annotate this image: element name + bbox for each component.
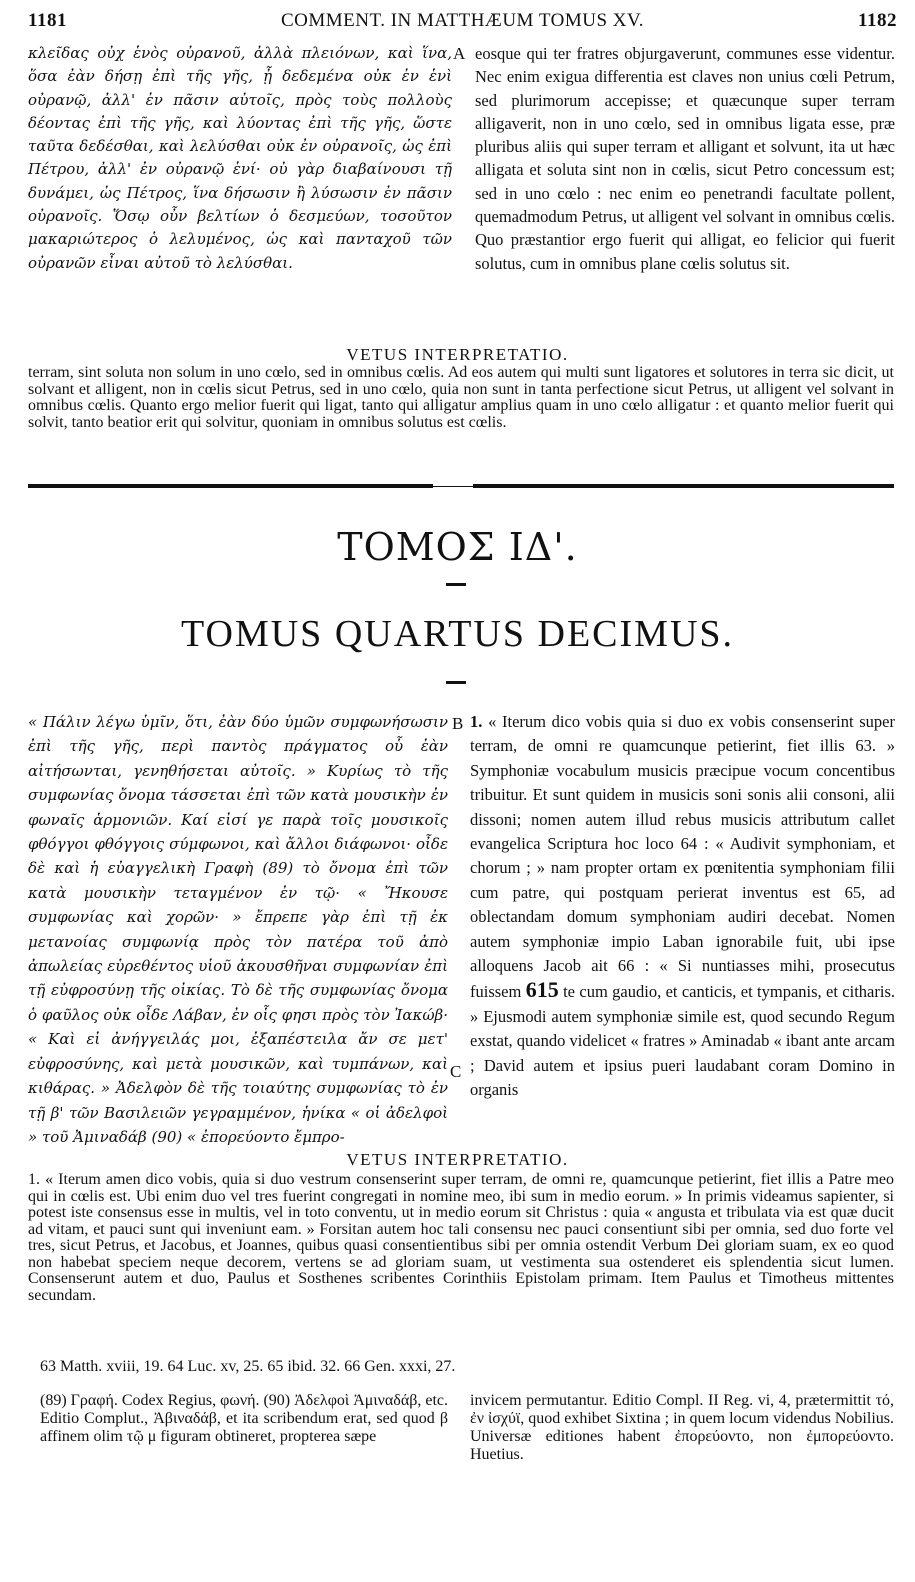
main-latin-column — [470, 710, 895, 1103]
main-latin-text-a: « Iterum dico vobis quia si duo ex vobis consenserint super terram, de omni re quamcunque petierint, fiet illis 63. » Symphoniæ vocabulum musicis præcipue vocum concentibus tribuitur. Et sunt quidem in musicis soni sonis alii consoni, alii dissoni; nomen autem illud rebus musicis attributum callet evangelica Scriptura hoc loco 64 : « Audivit symphoniam, et chorum ; » nam propter ortam ex pœnitentia symphoniam filii cum patre, qui postquam perierat inventus est 65, ad oblectandam domum symphoniam audiri decebat. Nomen autem symphoniæ impio Laban ignorabile fuit, ubi ipse alloquens Jacob ait 66 : « Si nuntiasses mihi, prosecutus fuissem — [470, 712, 895, 1002]
notes-right-text: invicem permutantur. Editio Compl. II Reg. vi, 4, prætermittit τό, ἐν ἰσχύϊ, quod exhibet Sixtina ; in quem locum videndus Nobilius. Universæ editiones habent ἐπορεύοντο, non ἐμπορεύοντο. Huetius. — [470, 1392, 894, 1463]
rule-right — [473, 484, 894, 488]
vetus-text-1: terram, sint soluta non solum in uno cœlo, sed in omnibus cœlis. Ad eos autem qui multi sunt ligatores et solutores in terra sic dicit, ut solvant et alligent, non in cœlis sicut Petrus, sed in uno cœlo, quia non sunt in tanta perfectione sicut Petrus, ut alligent vel solvant in omnibus cœlis. Quanto ergo melior fuerit qui ligat, tanto qui alligatur amplius quam in uno cœlo alligatur : et quanto melior fuerit qui solvit, tanto beatior erit qui solvitur, quoniam in omnibus solutus est cœlis. — [28, 364, 894, 431]
title-dash-2 — [446, 681, 466, 684]
notes-left-text: (89) Γραφή. Codex Regius, φωνή. (90) Ἀδελφοὶ Ἀμιναδάβ, etc. Editio Complut., Ἀβιναδάβ, et ita scribendum erat, sed quod β affinem olim τῷ μ figuram obtineret, propterea sæpe — [40, 1392, 448, 1445]
top-latin-text: eosque qui ter fratres objurgaverunt, communes esse videntur. Nec enim exigua differentia est claves non unius cœli Petrum, sed plurimorum accepisse; et quæcunque super terram alligaverit, non in uno cœlo, sed in omnibus ligata esse, præ pluribus aliis qui super terram et alligant et solvunt, ita ut hæc alligata et soluta sint non in cœlis, sicut Petro concessum est; sed in uno cœlo : nec enim eo penetrandi facultate pollent, quemadmodum Petrus, ut alligent vel solvant in omnibus cœlis. Quo præstantior ergo fuerit qui alligat, eo felicior qui fuerit solutus, cum in omnibus plane cœlis solutus sit. — [475, 44, 895, 273]
column-number: 615 — [525, 977, 559, 1003]
rule-mid — [433, 486, 473, 487]
main-greek-column — [28, 710, 448, 1149]
vetus-interpretatio-1 — [28, 365, 894, 431]
page-number-left: 1181 — [28, 10, 67, 31]
vetus-interpretatio-2 — [28, 1172, 894, 1304]
margin-marker-b: B — [452, 714, 464, 733]
page-title: COMMENT. IN MATTHÆUM TOMUS XV. — [280, 10, 645, 31]
footnote-references: 63 Matth. xviii, 19. 64 Luc. xv, 25. 65 ibid. 32. 66 Gen. xxxi, 27. — [40, 1358, 456, 1375]
vetus-interpretatio-heading-1: VETUS INTERPRETATIO. — [346, 345, 569, 364]
tomus-latin-title: TOMUS QUARTUS DECIMUS. — [180, 613, 735, 655]
running-head — [28, 10, 897, 36]
margin-marker-c: C — [450, 1062, 462, 1081]
vetus-interpretatio-heading-2: VETUS INTERPRETATIO. — [346, 1150, 569, 1169]
top-greek-column — [28, 42, 452, 275]
rule-left — [28, 484, 433, 488]
page-number-right: 1182 — [858, 10, 897, 31]
notes-left-column — [40, 1392, 448, 1446]
notes-right-column — [470, 1392, 894, 1464]
paragraph-number: 1. — [470, 712, 483, 731]
top-latin-column — [475, 42, 895, 275]
tomos-greek-title: ΤΟΜΟΣ ΙΔ'. — [337, 525, 578, 569]
margin-marker-a: A — [453, 44, 466, 63]
vetus-text-2: 1. « Iterum amen dico vobis, quia si duo vestrum consenserint super terram, de omni re, quamcunque petierint, fiet illis a Patre meo qui in cœlis est. Ubi enim duo vel tres fuerint congregati in nomine meo, ibi sum in medio eorum. » In primis videamus sapienter, si potest iste consensus esse in multis, vel in toto conventu, ut in medio eorum sit Christus : quia « angusta et tribulata via est quæ ducit ad vitam, et pauci sunt qui inveniunt eam. » Forsitan autem hoc tali consensu nec pauci consentiunt sibi per omnia, sed duo forte vel tres, sicut Petrus, et Jacobus, et Joannes, quibus quasi consentientibus sibi per omnia ostendit Verbum Dei gloriam suam, ex eo quod non habebat speciem neque decorem, vertens se ad gloriam suam, ut vestimenta sua ostenderet eis splendentia sicut lumen. Consenserunt autem et duo, Paulus et Sosthenes scribentes Corinthiis Epistolam primam. Item Paulus et Timotheus mittentes secundam. — [28, 1171, 894, 1304]
title-dash-1 — [446, 583, 466, 586]
top-greek-text: κλεῖδας οὐχ ἑνὸς οὐρανοῦ, ἀλλὰ πλειόνων, καὶ ἵνα, ὅσα ἐὰν δήσῃ ἐπὶ τῆς γῆς, ᾖ δεδεμένα οὐκ ἐν ἑνὶ οὐρανῷ, ἀλλ' ἐν πᾶσιν αὐτοῖς, πρὸς τοὺς πολλοὺς δέοντας ἐπὶ τῆς γῆς, καὶ λύοντας ἐπὶ τῆς γῆς, ὥστε ταῦτα δεδέσθαι, καὶ λελύσθαι οὐκ ἐν οὐρανοῖς, ὡς ἐπὶ Πέτρου, ἀλλ' ἐν οὐρανῷ ἑνί· οὐ γὰρ διαβαίνουσι τῇ δυνάμει, ὡς Πέτρος, ἵνα δήσωσιν ἢ λύσωσιν ἐν πᾶσιν οὐρανοῖς. Ὅσῳ οὖν βελτίων ὁ δεσμεύων, τοσοῦτον μακαριώτερος ὁ λελυμένος, ὡς καὶ πανταχοῦ τῶν οὐρανῶν εἶναι αὐτοῦ τὸ λελύσθαι. — [28, 44, 452, 272]
main-latin-text-b: te cum gaudio, et canticis, et tympanis, et citharis. » Ejusmodi autem symphoniæ simile est, quod secundo Regum exstat, quando videlicet « fratres » Aminadab « ibant ante arcam ; David autem et ipsius pueri laudabant coram Domino in organis — [470, 982, 895, 1100]
main-greek-text: « Πάλιν λέγω ὑμῖν, ὅτι, ἐὰν δύο ὑμῶν συμφωνήσωσιν ἐπὶ τῆς γῆς, περὶ παντὸς πράγματος οὗ ἐὰν αἰτήσωνται, γενηθήσεται αὐτοῖς. » Κυρίως τὸ τῆς συμφωνίας ὄνομα τάσσεται ἐπὶ τῶν κατὰ μουσικὴν ἐν φωναῖς ἁρμονιῶν. Καί εἰσί γε παρὰ τοῖς μουσικοῖς φθόγγοι φθόγγοις σύμφωνοι, καὶ ἄλλοι διάφωνοι· οἶδε δὲ καὶ ἡ εὐαγγελικὴ Γραφὴ (89) τὸ ὄνομα ἐπὶ τῶν κατὰ μουσικὴν τεταγμένον ἐν τῷ· « Ἤκουσε συμφωνίας καὶ χορῶν· » ἔπρεπε γὰρ ἐπὶ τῇ ἐκ μετανοίας συμφωνίᾳ πρὸς τὸν πατέρα τοῦ ἀπὸ ἀπωλείας εὑρεθέντος υἱοῦ ἀκουσθῆναι συμφωνίαν ἐπὶ τῇ εὐφροσύνῃ τῆς οἰκίας. Τὸ δὲ τῆς συμφωνίας ὄνομα ὁ φαῦλος οὐκ οἶδε Λάβαν, ἐν οἷς φησι πρὸς τὸν Ἰακώβ· « Καὶ εἰ ἀνήγγειλάς μοι, ἐξαπέστειλα ἄν σε μετ' εὐφροσύνης, καὶ μετὰ μουσικῶν, καὶ τυμπάνων, καὶ κιθάρας. » Ἀδελφὸν δὲ τῆς τοιαύτης συμφωνίας τὸ ἐν τῇ β' τῶν Βασιλειῶν γεγραμμένον, ἡνίκα « οἱ ἀδελφοὶ » τοῦ Ἀμιναδάβ (90) « ἐπορεύοντο ἔμπρο- — [28, 713, 448, 1146]
